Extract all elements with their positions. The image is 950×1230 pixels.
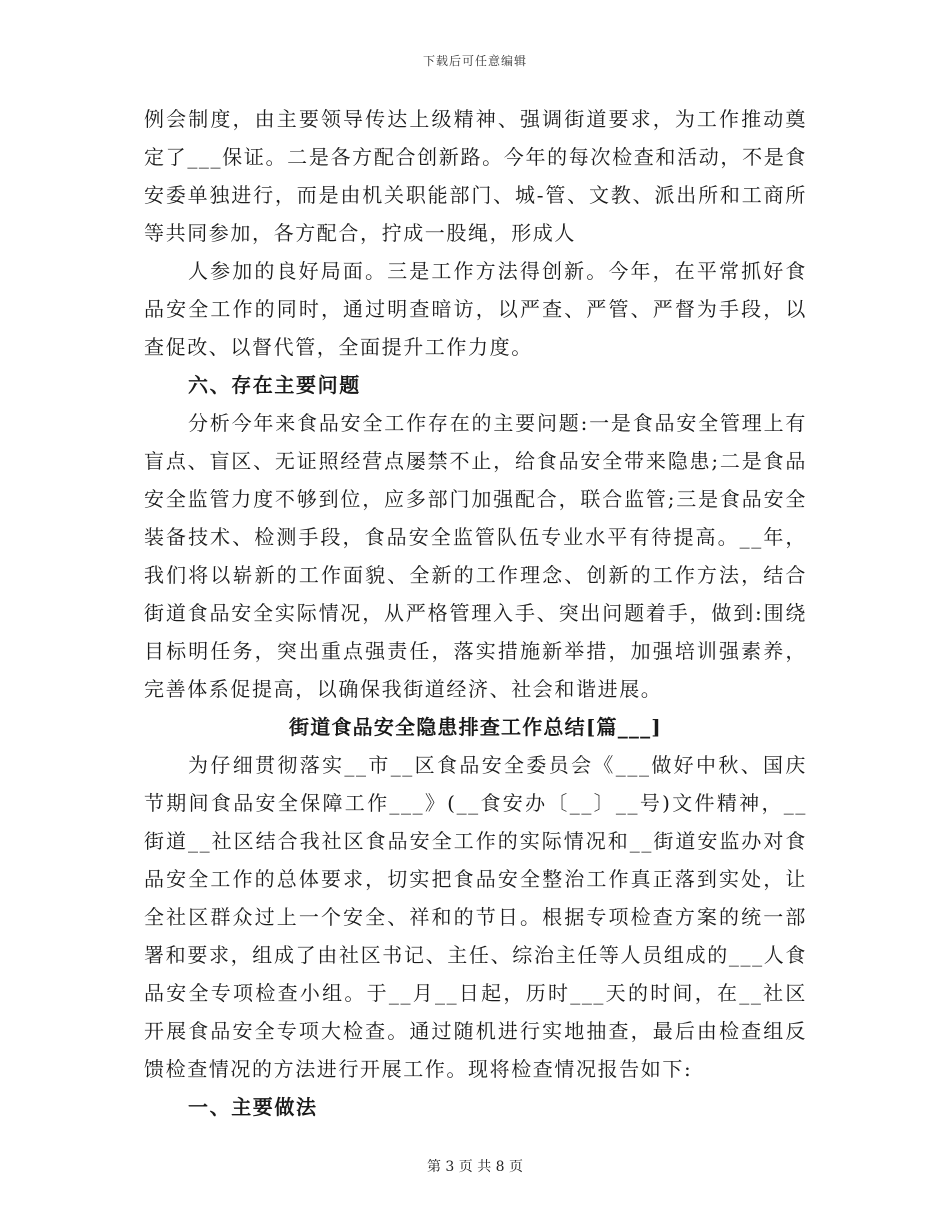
- paragraph-meeting-system: 例会制度，由主要领导传达上级精神、强调街道要求，为工作推动奠定了___保证。二是各方配合创新路。今年的每次检查和活动，不是食安委单独进行，而是由机关职能部门、城-管、文教、派出所和工商所等共同参加，各方配合，拧成一股绳，形成人: [144, 107, 807, 245]
- page-footer: 第 3 页 共 8 页: [426, 1159, 524, 1175]
- paragraph-problem-analysis: 分析今年来食品安全工作存在的主要问题:一是食品安全管理上有盲点、盲区、无证照经营点屡禁不止，给食品安全带来隐患;二是食品安全监管力度不够到位，应多部门加强配合，联合监管;三是食品安全装备技术、检测手段，食品安全监管队伍专业水平有待提高。__年，我们将以崭新的工作面貌、全新的工作理念、创新的工作方法，结合街道食品安全实际情况，从严格管理入手、突出问题着手，做到:围绕目标明任务，突出重点强责任，落实措施新举措，加强培训强素养，完善体系促提高，以确保我街道经济、社会和谐进展。: [144, 411, 807, 701]
- heading-main-practices: 一、主要做法: [188, 1095, 318, 1119]
- paragraph-work-method: 人参加的良好局面。三是工作方法得创新。今年，在平常抓好食品安全工作的同时，通过明查暗访，以严查、严管、严督为手段，以查促改、以督代管，全面提升工作力度。: [144, 259, 807, 359]
- paragraph-inspection-intro: 为仔细贯彻落实__市__区食品安全委员会《___做好中秋、国庆节期间食品安全保障工作___》(__食安办〔__〕__号)文件精神，__街道__社区结合我社区食品安全工作的实际情况和__街道安监办对食品安全工作的总体要求，切实把食品安全整治工作真正落到实处，让全社区群众过上一个安全、祥和的节日。根据专项检查方案的统一部署和要求，组成了由社区书记、主任、综治主任等人员组成的___人食品安全专项检查小组。于__月__日起，历时___天的时间，在__社区开展食品安全专项大检查。通过随机进行实地抽查，最后由检查组反馈检查情况的方法进行开展工作。现将检查情况报告如下:: [144, 753, 807, 1081]
- page-header: 下载后可任意编辑: [422, 54, 527, 68]
- section-title: 街道食品安全隐患排查工作总结[篇___]: [289, 715, 662, 739]
- heading-main-problems: 六、存在主要问题: [188, 373, 361, 397]
- document-body: [144, 100, 807, 1126]
